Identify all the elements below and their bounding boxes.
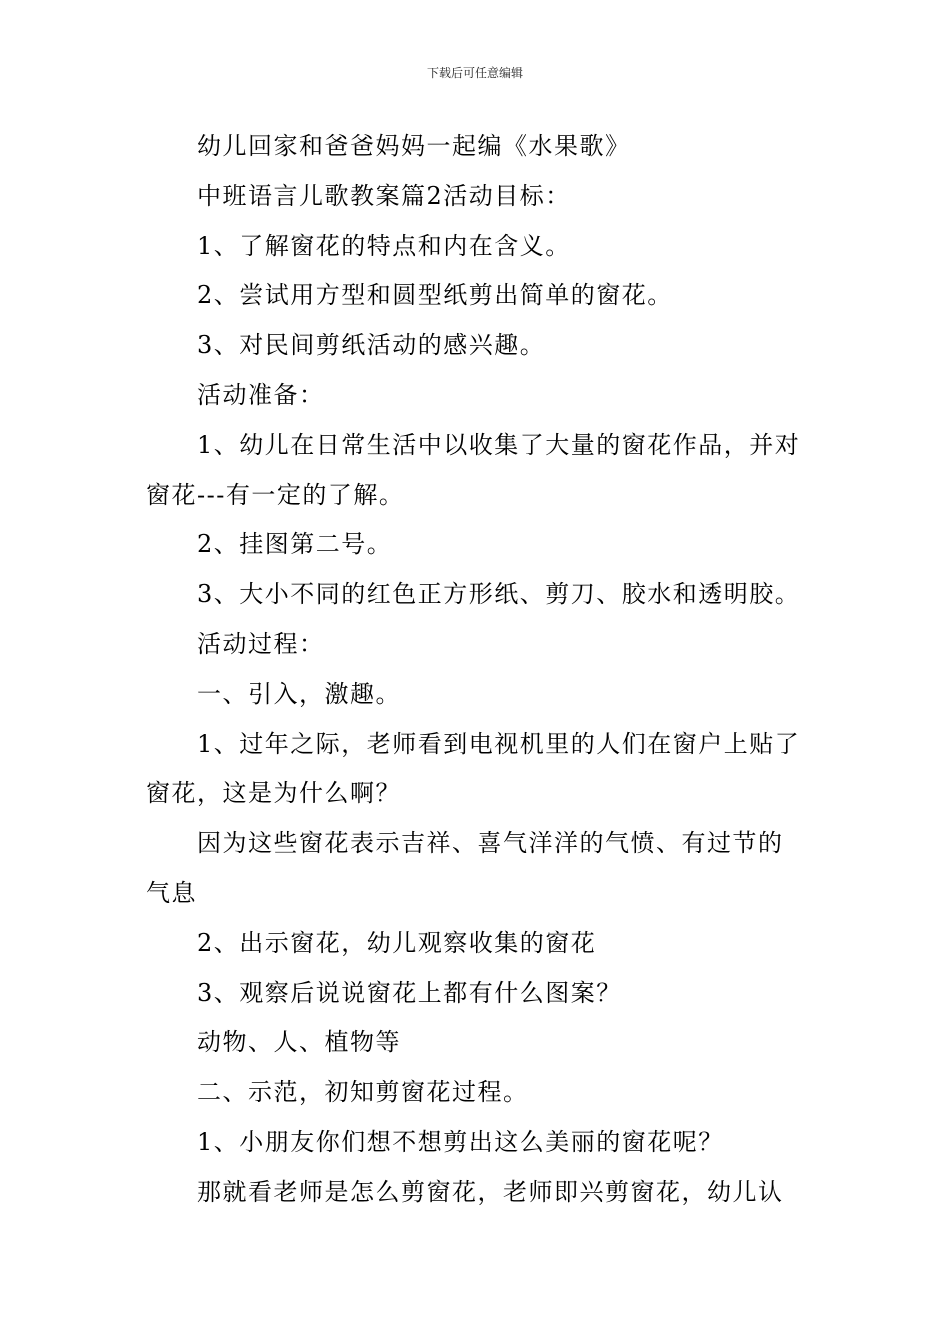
paragraph: 活动过程：: [197, 629, 325, 658]
paragraph: 1、小朋友你们想不想剪出这么美丽的窗花呢？: [197, 1127, 724, 1156]
paragraph: 一、引入，激趣。: [197, 679, 401, 708]
paragraph: 3、对民间剪纸活动的感兴趣。: [197, 331, 546, 360]
paragraph: 因为这些窗花表示吉祥、喜气洋洋的气愤、有过节的气息: [146, 829, 784, 907]
paragraph: 那就看老师是怎么剪窗花，老师即兴剪窗花，幼儿认: [197, 1177, 784, 1206]
paragraph: 3、大小不同的红色正方形纸、剪刀、胶水和透明胶。: [197, 580, 801, 609]
paragraph: 二、示范，初知剪窗花过程。: [197, 1078, 529, 1107]
paragraph: 1、幼儿在日常生活中以收集了大量的窗花作品，并对窗花---有一定的了解。: [146, 430, 801, 509]
paragraph: 1、过年之际，老师看到电视机里的人们在窗户上贴了窗花，这是为什么啊？: [146, 729, 801, 808]
paragraph: 2、出示窗花，幼儿观察收集的窗花: [197, 928, 597, 957]
paragraph: 1、了解窗花的特点和内在含义。: [197, 231, 571, 260]
paragraph: 2、挂图第二号。: [197, 530, 393, 559]
paragraph: 3、观察后说说窗花上都有什么图案？: [197, 978, 622, 1007]
paragraph: 2、尝试用方型和圆型纸剪出简单的窗花。: [197, 281, 673, 310]
document-body: [146, 122, 808, 1218]
paragraph: 中班语言儿歌教案篇2活动目标：: [197, 181, 571, 210]
paragraph: 幼儿回家和爸爸妈妈一起编《水果歌》: [197, 132, 631, 160]
paragraph: 动物、人、植物等: [197, 1028, 401, 1057]
page-header: 下载后可任意编辑: [426, 66, 523, 80]
paragraph: 活动准备：: [197, 380, 325, 409]
